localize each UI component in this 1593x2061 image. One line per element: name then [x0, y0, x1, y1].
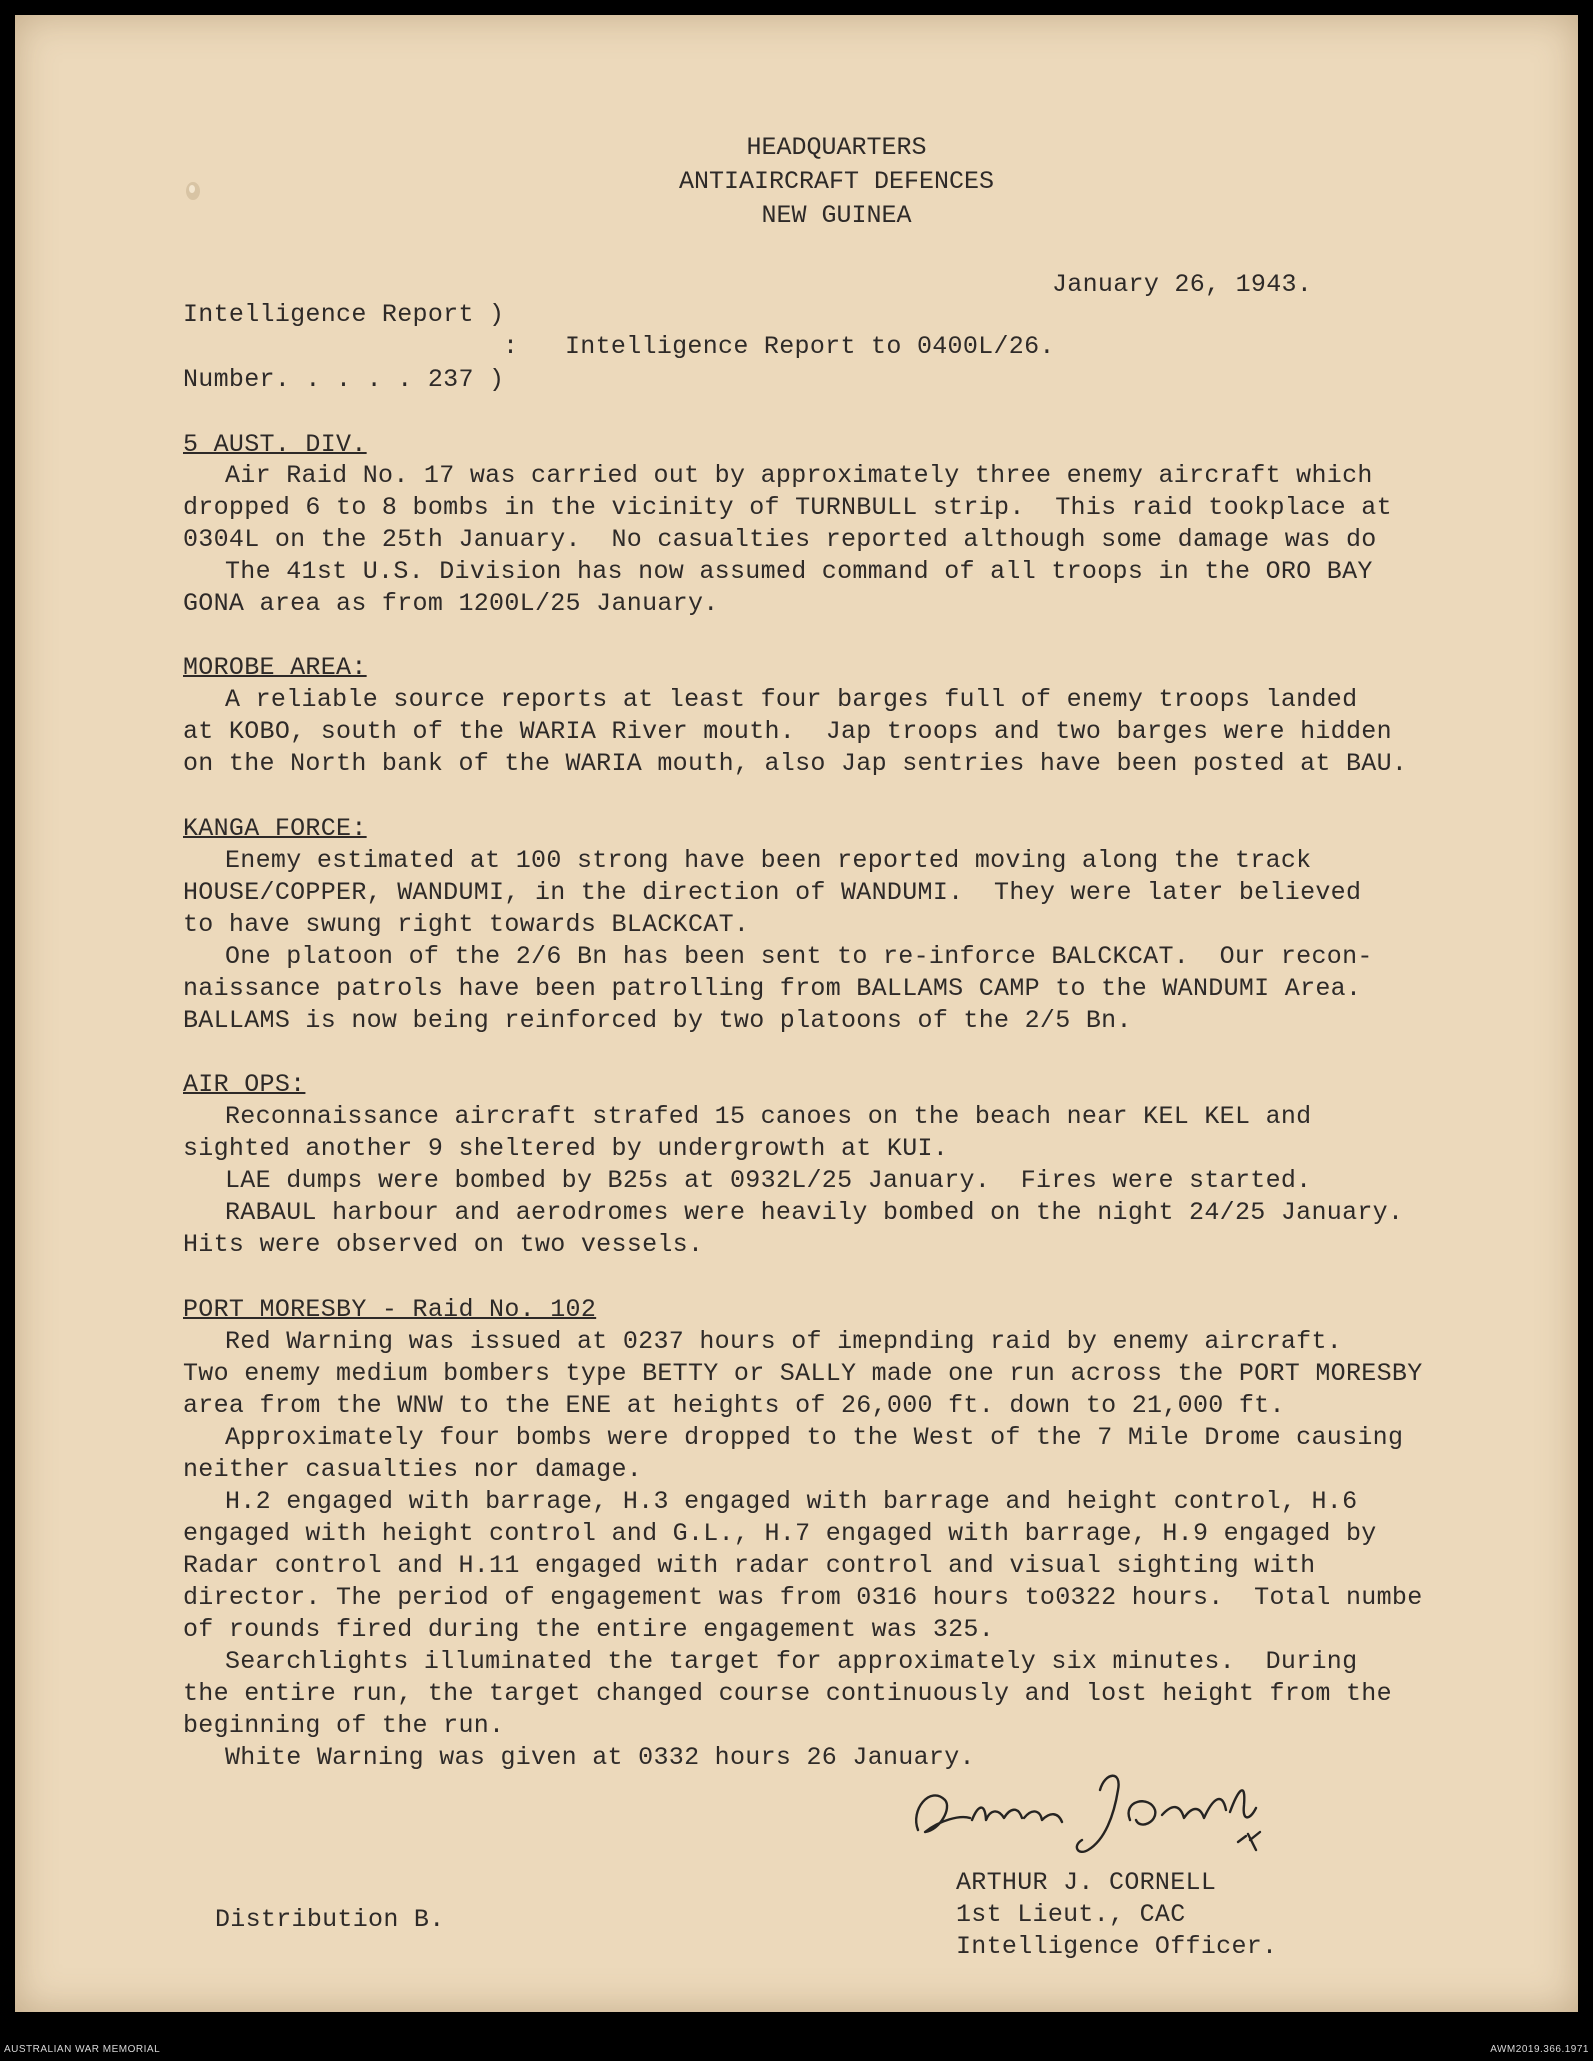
- footer-accession-number: AWM2019.366.1971: [1490, 2044, 1589, 2055]
- section-line: engaged with height control and G.L., H.7 engaged with barrage, H.9 engaged by: [183, 1519, 1377, 1548]
- section-heading: MOROBE AREA:: [183, 653, 367, 682]
- section-line: director. The period of engagement was from 0316 hours to0322 hours. Total numbe: [183, 1583, 1423, 1612]
- section-line: A reliable source reports at least four barges full of enemy troops landed: [225, 685, 1358, 714]
- section-line: LAE dumps were bombed by B25s at 0932L/25 January. Fires were started.: [225, 1166, 1312, 1195]
- report-subject: Intelligence Report to 0400L/26.: [565, 332, 1055, 361]
- section-line: The 41st U.S. Division has now assumed command of all troops in the ORO BAY: [225, 557, 1373, 586]
- section-line: Red Warning was issued at 0237 hours of imepnding raid by enemy aircraft.: [225, 1327, 1343, 1356]
- section-line: Reconnaissance aircraft strafed 15 canoes on the beach near KEL KEL and: [225, 1102, 1312, 1131]
- section-line: Hits were observed on two vessels.: [183, 1230, 704, 1259]
- section-line: the entire run, the target changed course continuously and lost height from the: [183, 1679, 1392, 1708]
- section-line: BALLAMS is now being reinforced by two platoons of the 2/5 Bn.: [183, 1006, 1132, 1035]
- section-line: Air Raid No. 17 was carried out by approximately three enemy aircraft which: [225, 461, 1373, 490]
- section-line: HOUSE/COPPER, WANDUMI, in the direction of WANDUMI. They were later believed: [183, 878, 1362, 907]
- section-line: Two enemy medium bombers type BETTY or SALLY made one run across the PORT MORESBY: [183, 1359, 1423, 1388]
- distribution-note: Distribution B.: [215, 1905, 445, 1934]
- header-line-2: ANTIAIRCRAFT DEFENCES: [678, 167, 995, 196]
- section-line: to have swung right towards BLACKCAT.: [183, 910, 750, 939]
- section-line: RABAUL harbour and aerodromes were heavily bombed on the night 24/25 January.: [225, 1198, 1404, 1227]
- document-body: [15, 15, 1578, 2012]
- report-label: Intelligence Report ): [183, 300, 505, 329]
- section-line: 0304L on the 25th January. No casualties reported although some damage was do: [183, 525, 1377, 554]
- section-line: White Warning was given at 0332 hours 26 January.: [225, 1743, 975, 1772]
- signatory-rank: 1st Lieut., CAC: [956, 1900, 1186, 1929]
- section-line: on the North bank of the WARIA mouth, also Jap sentries have been posted at BAU.: [183, 749, 1408, 778]
- document-page: [15, 15, 1578, 2012]
- section-heading: 5 AUST. DIV.: [183, 430, 367, 459]
- header-line-1: HEADQUARTERS: [746, 133, 927, 162]
- report-number: Number. . . . . 237 ): [183, 365, 505, 394]
- section-line: Searchlights illuminated the target for approximately six minutes. During: [225, 1647, 1358, 1676]
- section-heading: AIR OPS:: [183, 1070, 306, 1099]
- section-line: One platoon of the 2/6 Bn has been sent to re-inforce BALCKCAT. Our recon-: [225, 942, 1373, 971]
- section-line: beginning of the run.: [183, 1711, 505, 1740]
- report-colon: :: [503, 332, 519, 361]
- signatory-name: ARTHUR J. CORNELL: [956, 1868, 1217, 1897]
- section-line: of rounds fired during the entire engagement was 325.: [183, 1615, 995, 1644]
- report-date: January 26, 1943.: [1052, 270, 1313, 299]
- header-line-3: NEW GUINEA: [761, 201, 912, 230]
- handwritten-signature: [900, 1760, 1320, 1880]
- section-line: GONA area as from 1200L/25 January.: [183, 589, 719, 618]
- section-line: H.2 engaged with barrage, H.3 engaged with barrage and height control, H.6: [225, 1487, 1358, 1516]
- section-line: Approximately four bombs were dropped to the West of the 7 Mile Drome causing: [225, 1423, 1404, 1452]
- footer-source: AUSTRALIAN WAR MEMORIAL: [4, 2044, 161, 2055]
- section-line: naissance patrols have been patrolling from BALLAMS CAMP to the WANDUMI Area.: [183, 974, 1362, 1003]
- section-line: at KOBO, south of the WARIA River mouth. Jap troops and two barges were hidden: [183, 717, 1392, 746]
- section-heading: KANGA FORCE:: [183, 814, 367, 843]
- signatory-title: Intelligence Officer.: [956, 1932, 1278, 1961]
- section-line: sighted another 9 sheltered by undergrowth at KUI.: [183, 1134, 949, 1163]
- section-line: dropped 6 to 8 bombs in the vicinity of TURNBULL strip. This raid tookplace at: [183, 493, 1392, 522]
- section-line: Radar control and H.11 engaged with radar control and visual sighting with: [183, 1551, 1316, 1580]
- section-line: neither casualties nor damage.: [183, 1455, 643, 1484]
- section-line: area from the WNW to the ENE at heights of 26,000 ft. down to 21,000 ft.: [183, 1391, 1285, 1420]
- section-heading: PORT MORESBY - Raid No. 102: [183, 1295, 597, 1324]
- section-line: Enemy estimated at 100 strong have been reported moving along the track: [225, 846, 1312, 875]
